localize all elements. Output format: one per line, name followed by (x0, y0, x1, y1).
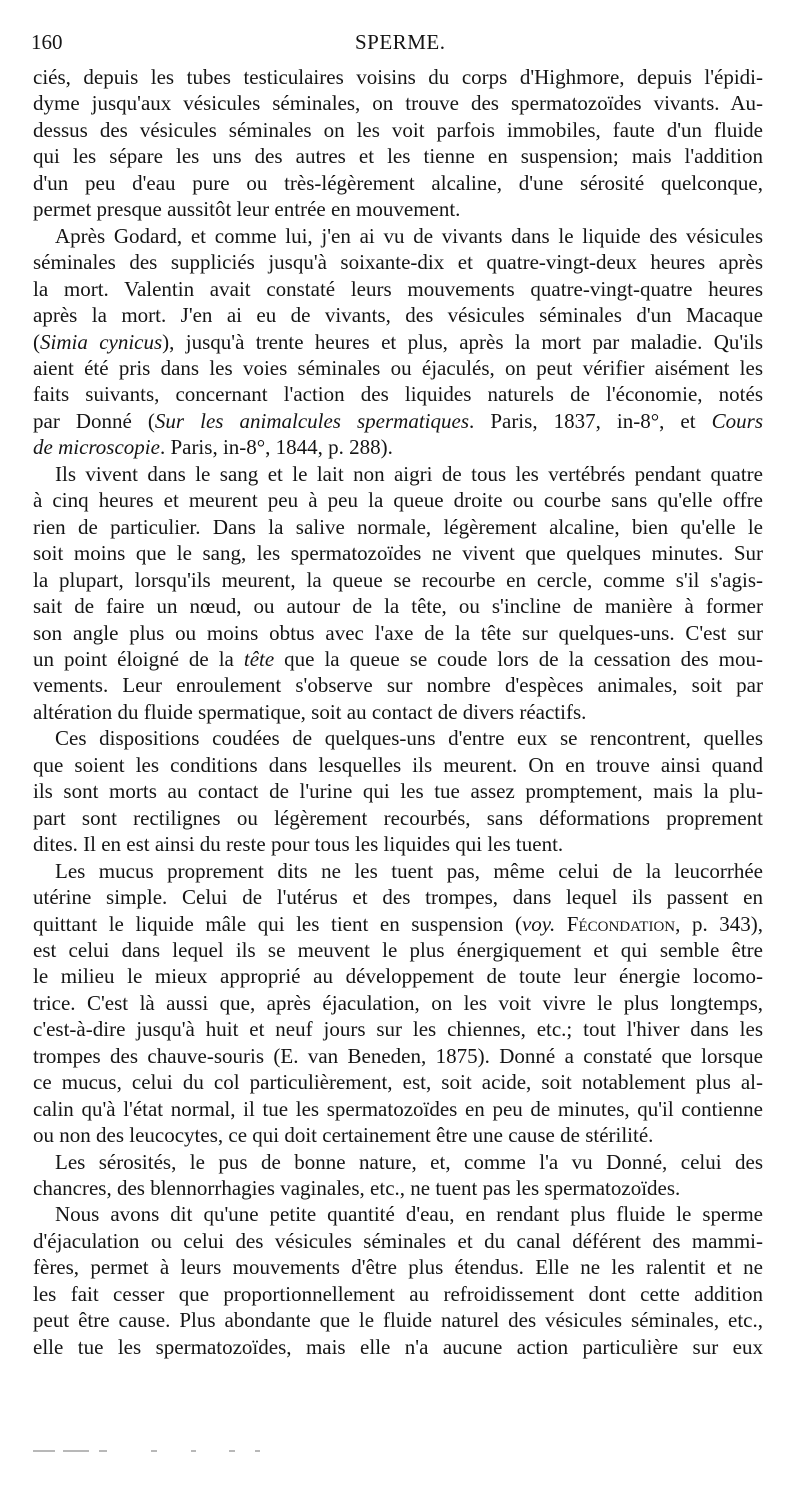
text-line (33, 963, 763, 989)
line-text: qui les sépare les uns des autres et les tienne en suspension; mais l'addition (33, 144, 763, 169)
line-text: Les mucus proprement dits ne les tuent pas, même celui de la leucorrhée (55, 858, 763, 883)
line-text: c'est-à-dire jusqu'à huit et neuf jours sur les chiennes, etc.; tout l'hiver dans les (33, 1017, 763, 1042)
line-text: . Paris, in-8°, 1844, p. 288). (159, 435, 393, 460)
text-line (33, 1122, 763, 1148)
text-line (33, 725, 763, 751)
line-text: que la queue se coude lors de la cessation des mou- (274, 646, 763, 671)
text-line (33, 90, 763, 116)
text-line (33, 1175, 763, 1201)
text-line (33, 408, 763, 434)
text-line (33, 1069, 763, 1095)
text-line (33, 170, 763, 196)
text-line (33, 805, 763, 831)
line-text: un point éloigné de la (33, 646, 244, 671)
line-text: son angle plus ou moins obtus avec l'axe de la tête sur quelques-uns. C'est sur (33, 620, 763, 645)
text-line (33, 646, 763, 672)
text-line (33, 381, 763, 407)
line-text: altération du fluide spermatique, soit au contact de divers réactifs. (33, 699, 587, 724)
paragraph (33, 1201, 763, 1360)
line-text: que soient les conditions dans lesquelles ils meurent. On en trouve ainsi quand (33, 752, 763, 777)
italic-text: voy. (521, 911, 556, 936)
italic-text: Sur les animalcules spermatiques (154, 408, 470, 433)
line-text: Ils vivent dans le sang et le lait non aigri de tous les vertébrés pendant quatre (55, 461, 763, 486)
text-line (33, 937, 763, 963)
text-line (33, 302, 763, 328)
text-line (33, 487, 763, 513)
line-text: à cinq heures et meurent peu à peu la queue droite ou courbe sans qu'elle offre (33, 488, 763, 513)
text-line (33, 858, 763, 884)
text-line (33, 514, 763, 540)
line-text: , p. 343), (675, 911, 763, 936)
scan-artifact (33, 1450, 263, 1453)
text-line (33, 831, 763, 857)
line-text: ils sont morts au contact de l'urine qui les tue assez promptement, mais la plu- (33, 779, 763, 804)
line-text: part sont rectilignes ou légèrement recourbés, sans déformations proprement (33, 805, 763, 830)
italic-text: Cours (711, 408, 763, 433)
paragraph (33, 461, 763, 726)
text-line (33, 223, 763, 249)
italic-text: tête (243, 646, 275, 671)
line-text: séminales des suppliciés jusqu'à soixante-dix et quatre-vingt-deux heures après (33, 250, 763, 275)
line-text: trice. C'est là aussi que, après éjaculation, on les voit vivre le plus longtemps, (33, 990, 763, 1015)
italic-text: de microscopie (33, 435, 160, 460)
line-text: après la mort. J'en ai eu de vivants, des vésicules séminales d'un Macaque (33, 303, 763, 328)
line-text: dites. Il en est ainsi du reste pour tous les liquides qui les tuent. (33, 832, 564, 857)
text-line (33, 884, 763, 910)
line-text: ciés, depuis les tubes testiculaires voisins du corps d'Highmore, depuis l'épidi- (33, 65, 763, 89)
text-line (33, 64, 763, 90)
small-caps-text: Fécondation (555, 911, 676, 936)
line-text: la mort. Valentin avait constaté leurs mouvements quatre-vingt-quatre heures (33, 276, 763, 301)
text-line (33, 567, 763, 593)
text-line (33, 911, 763, 937)
line-text: dyme jusqu'aux vésicules séminales, on trouve des spermatozoïdes vivants. Au- (33, 91, 763, 116)
text-line (33, 1228, 763, 1254)
line-text: calin qu'à l'état normal, il tue les spermatozoïdes en peu de minutes, qu'il contienne (33, 1096, 763, 1121)
line-text: . Paris, 1837, in-8°, et (469, 408, 712, 433)
line-text: trompes des chauve-souris (E. van Beneden, 1875). Donné a constaté que lorsque (33, 1043, 763, 1068)
text-line (33, 461, 763, 487)
line-text: ( (33, 329, 40, 354)
line-text: aient été pris dans les voies séminales ou éjaculés, on peut vérifier aisément les (33, 355, 763, 380)
line-text: d'un peu d'eau pure ou très-légèrement alcaline, d'une sérosité quelconque, (33, 170, 763, 195)
line-text: Nous avons dit qu'une petite quantité d'eau, en rendant plus fluide le sperme (55, 1202, 763, 1227)
text-line (33, 1016, 763, 1042)
text-line (33, 1043, 763, 1069)
text-line (33, 672, 763, 698)
line-text: soit moins que le sang, les spermatozoïdes ne vivent que quelques minutes. Sur (33, 541, 763, 566)
line-text: peut être cause. Plus abondante que le fluide naturel des vésicules séminales, etc., (33, 1308, 763, 1333)
paragraph (33, 725, 763, 857)
line-text: Après Godard, et comme lui, j'en ai vu de vivants dans le liquide des vésicules (55, 223, 763, 248)
line-text: utérine simple. Celui de l'utérus et des trompes, dans lequel ils passent en (33, 885, 763, 910)
text-line (33, 143, 763, 169)
line-text: permet presque aussitôt leur entrée en mouvement. (33, 197, 461, 222)
text-line (33, 1096, 763, 1122)
paragraph (33, 223, 763, 461)
text-line (33, 1334, 763, 1360)
line-text: la plupart, lorsqu'ils meurent, la queue se recourbe en cercle, comme s'il s'agis- (33, 567, 763, 592)
line-text: est celui dans lequel ils se meuvent le plus énergiquement et qui semble être (33, 937, 763, 962)
line-text: faits suivants, concernant l'action des liquides naturels de l'économie, notés (33, 382, 763, 407)
text-line (33, 990, 763, 1016)
text-line (33, 540, 763, 566)
body-text (33, 64, 763, 1360)
text-line (33, 1307, 763, 1333)
line-text: vements. Leur enroulement s'observe sur nombre d'espèces animales, soit par (33, 673, 763, 698)
text-line (33, 752, 763, 778)
text-line (33, 1149, 763, 1175)
line-text: elle tue les spermatozoïdes, mais elle n'a aucune action particulière sur eux (33, 1334, 763, 1359)
text-line (33, 1254, 763, 1280)
text-line (33, 276, 763, 302)
line-text: les fait cesser que proportionnellement au refroidissement dont cette addition (33, 1281, 763, 1306)
italic-text: Simia cynicus (40, 329, 163, 354)
text-line (33, 1281, 763, 1307)
text-line (33, 249, 763, 275)
line-text: dessus des vésicules séminales on les voit parfois immobiles, faute d'un fluide (33, 117, 763, 142)
line-text: Ces dispositions coudées de quelques-uns d'entre eux se rencontrent, quelles (55, 726, 763, 751)
text-line (33, 434, 763, 460)
line-text: par Donné ( (33, 408, 155, 433)
text-line (33, 699, 763, 725)
line-text: chancres, des blennorrhagies vaginales, etc., ne tuent pas les spermatozoïdes. (33, 1176, 681, 1201)
text-line (33, 196, 763, 222)
text-line (33, 778, 763, 804)
line-text: sait de faire un nœud, ou autour de la tête, ou s'incline de manière à former (33, 594, 763, 619)
paragraph (33, 1149, 763, 1202)
line-text: rien de particulier. Dans la salive normale, légèrement alcaline, bien qu'elle le (33, 514, 763, 539)
line-text: quittant le liquide mâle qui les tient en suspension ( (33, 911, 522, 936)
text-line (33, 620, 763, 646)
paragraph (33, 64, 763, 223)
page-number: 160 (31, 30, 63, 54)
running-title: SPERME. (355, 30, 446, 54)
line-text: d'éjaculation ou celui des vésicules séminales et du canal déférent des mammi- (33, 1228, 763, 1253)
line-text: ce mucus, celui du col particulièrement, est, soit acide, soit notablement plus al- (33, 1070, 763, 1095)
line-text: fères, permet à leurs mouvements d'être plus étendus. Elle ne les ralentit et ne (33, 1255, 763, 1280)
line-text: le milieu le mieux approprié au développement de toute leur énergie locomo- (33, 964, 763, 989)
paragraph (33, 858, 763, 1149)
line-text: Les sérosités, le pus de bonne nature, et, comme l'a vu Donné, celui des (55, 1149, 763, 1174)
text-line (33, 117, 763, 143)
line-text: ), jusqu'à trente heures et plus, après la mort par maladie. Qu'ils (162, 329, 763, 354)
line-text: ou non des leucocytes, ce qui doit certainement être une cause de stérilité. (33, 1123, 654, 1148)
text-line (33, 329, 763, 355)
text-line (33, 1201, 763, 1227)
text-line (33, 355, 763, 381)
text-line (33, 593, 763, 619)
